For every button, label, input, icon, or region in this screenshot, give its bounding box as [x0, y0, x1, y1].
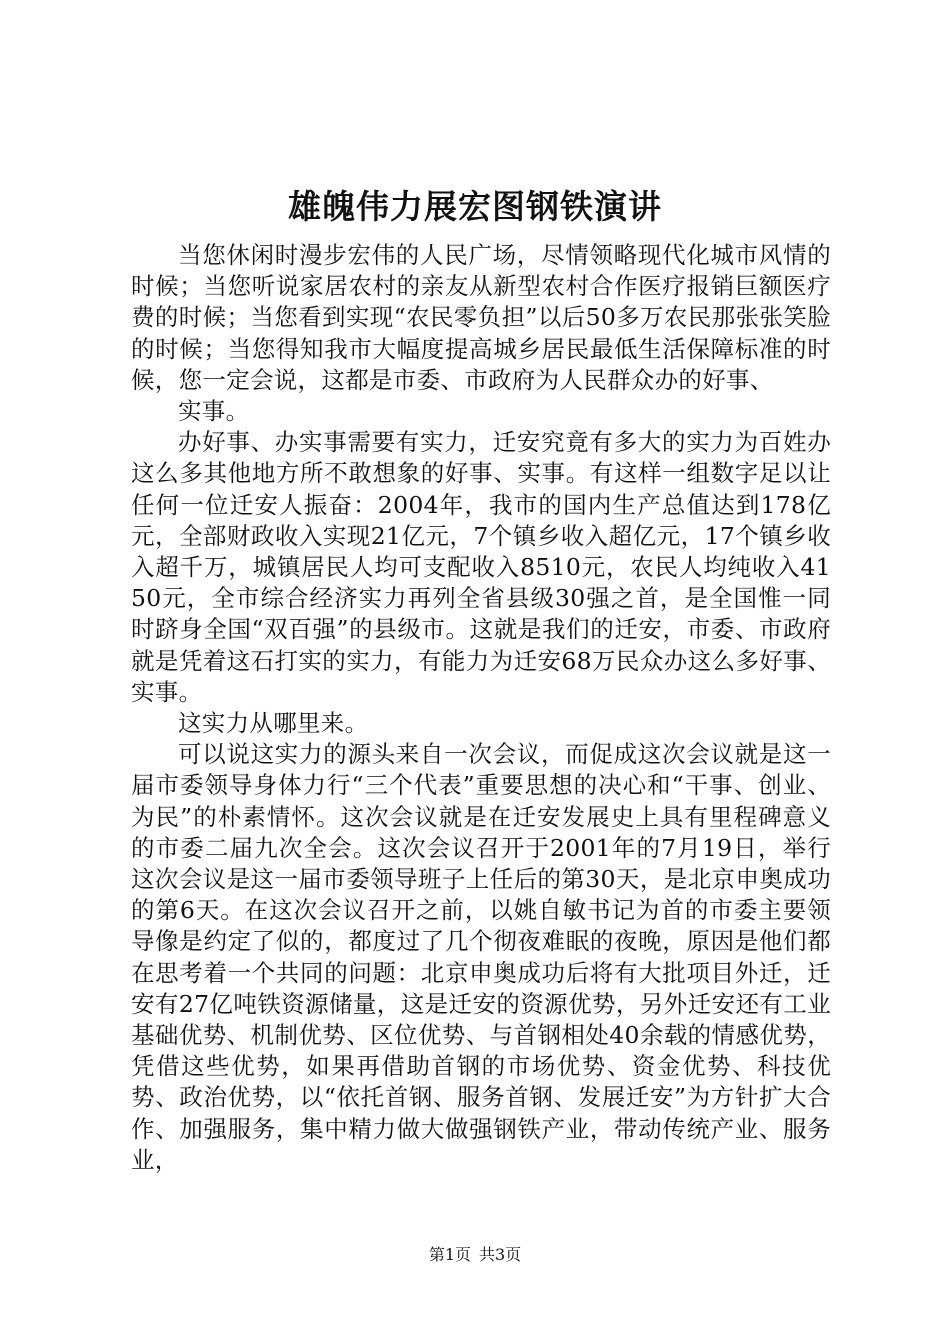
paragraph: 当您休闲时漫步宏伟的人民广场，尽情领略现代化城市风情的时候；当您听说家居农村的亲友从新型农村合作医疗报销巨额医疗费的时候；当您看到实现“农民零负担”以后50多万农民那张张笑脸的时候；当您得知我市大幅度提高城乡居民最低生活保障标准的时候，您一定会说，这都是市委、市政府为人民群众办的好事、: [131, 241, 831, 394]
page-number: 第1页: [428, 1245, 471, 1264]
page-total: 共3页: [479, 1245, 522, 1264]
paragraph: 办好事、办实事需要有实力，迁安究竟有多大的实力为百姓办这么多其他地方所不敢想象的好事、实事。有这样一组数字足以让任何一位迁安人振奋：2004年，我市的国内生产总值达到178亿元，全部财政收入实现21亿元，7个镇乡收入超亿元，17个镇乡收入超千万，城镇居民人均可支配收入8510元，农民人均纯收入4150元，全市综合经济实力再列全省县级30强之首，是全国惟一同时跻身全国“双百强”的县级市。这就是我们的迁安，市委、市政府就是凭着这石打实的实力，有能力为迁安68万民众办这么多好事、实事。: [131, 428, 831, 706]
document-body: [131, 240, 831, 1176]
paragraph: 实事。: [178, 397, 250, 426]
document-title: 雄魄伟力展宏图钢铁演讲: [288, 187, 662, 226]
paragraph: 可以说这实力的源头来自一次会议，而促成这次会议就是这一届市委领导身体力行“三个代表”重要思想的决心和“干事、创业、为民”的朴素情怀。这次会议就是在迁安发展史上具有里程碑意义的市委二届九次全会。这次会议召开于2001年的7月19日，举行这次会议是这一届市委领导班子上任后的第30天，是北京申奥成功的第6天。在这次会议召开之前，以姚自敏书记为首的市委主要领导像是约定了似的，都度过了几个彻夜难眠的夜晚，原因是他们都在思考着一个共同的问题：北京申奥成功后将有大批项目外迁，迁安有27亿吨铁资源储量，这是迁安的资源优势，另外迁安还有工业基础优势、机制优势、区位优势、与首钢相处40余载的情感优势，凭借这些优势，如果再借助首钢的市场优势、资金优势、科技优势、政治优势，以“依托首钢、服务首钢、发展迁安”为方针扩大合作、加强服务，集中精力做大做强钢铁产业，带动传统产业、服务业，: [131, 740, 831, 1174]
page-footer: [0, 1244, 950, 1266]
paragraph: 这实力从哪里来。: [178, 709, 369, 738]
